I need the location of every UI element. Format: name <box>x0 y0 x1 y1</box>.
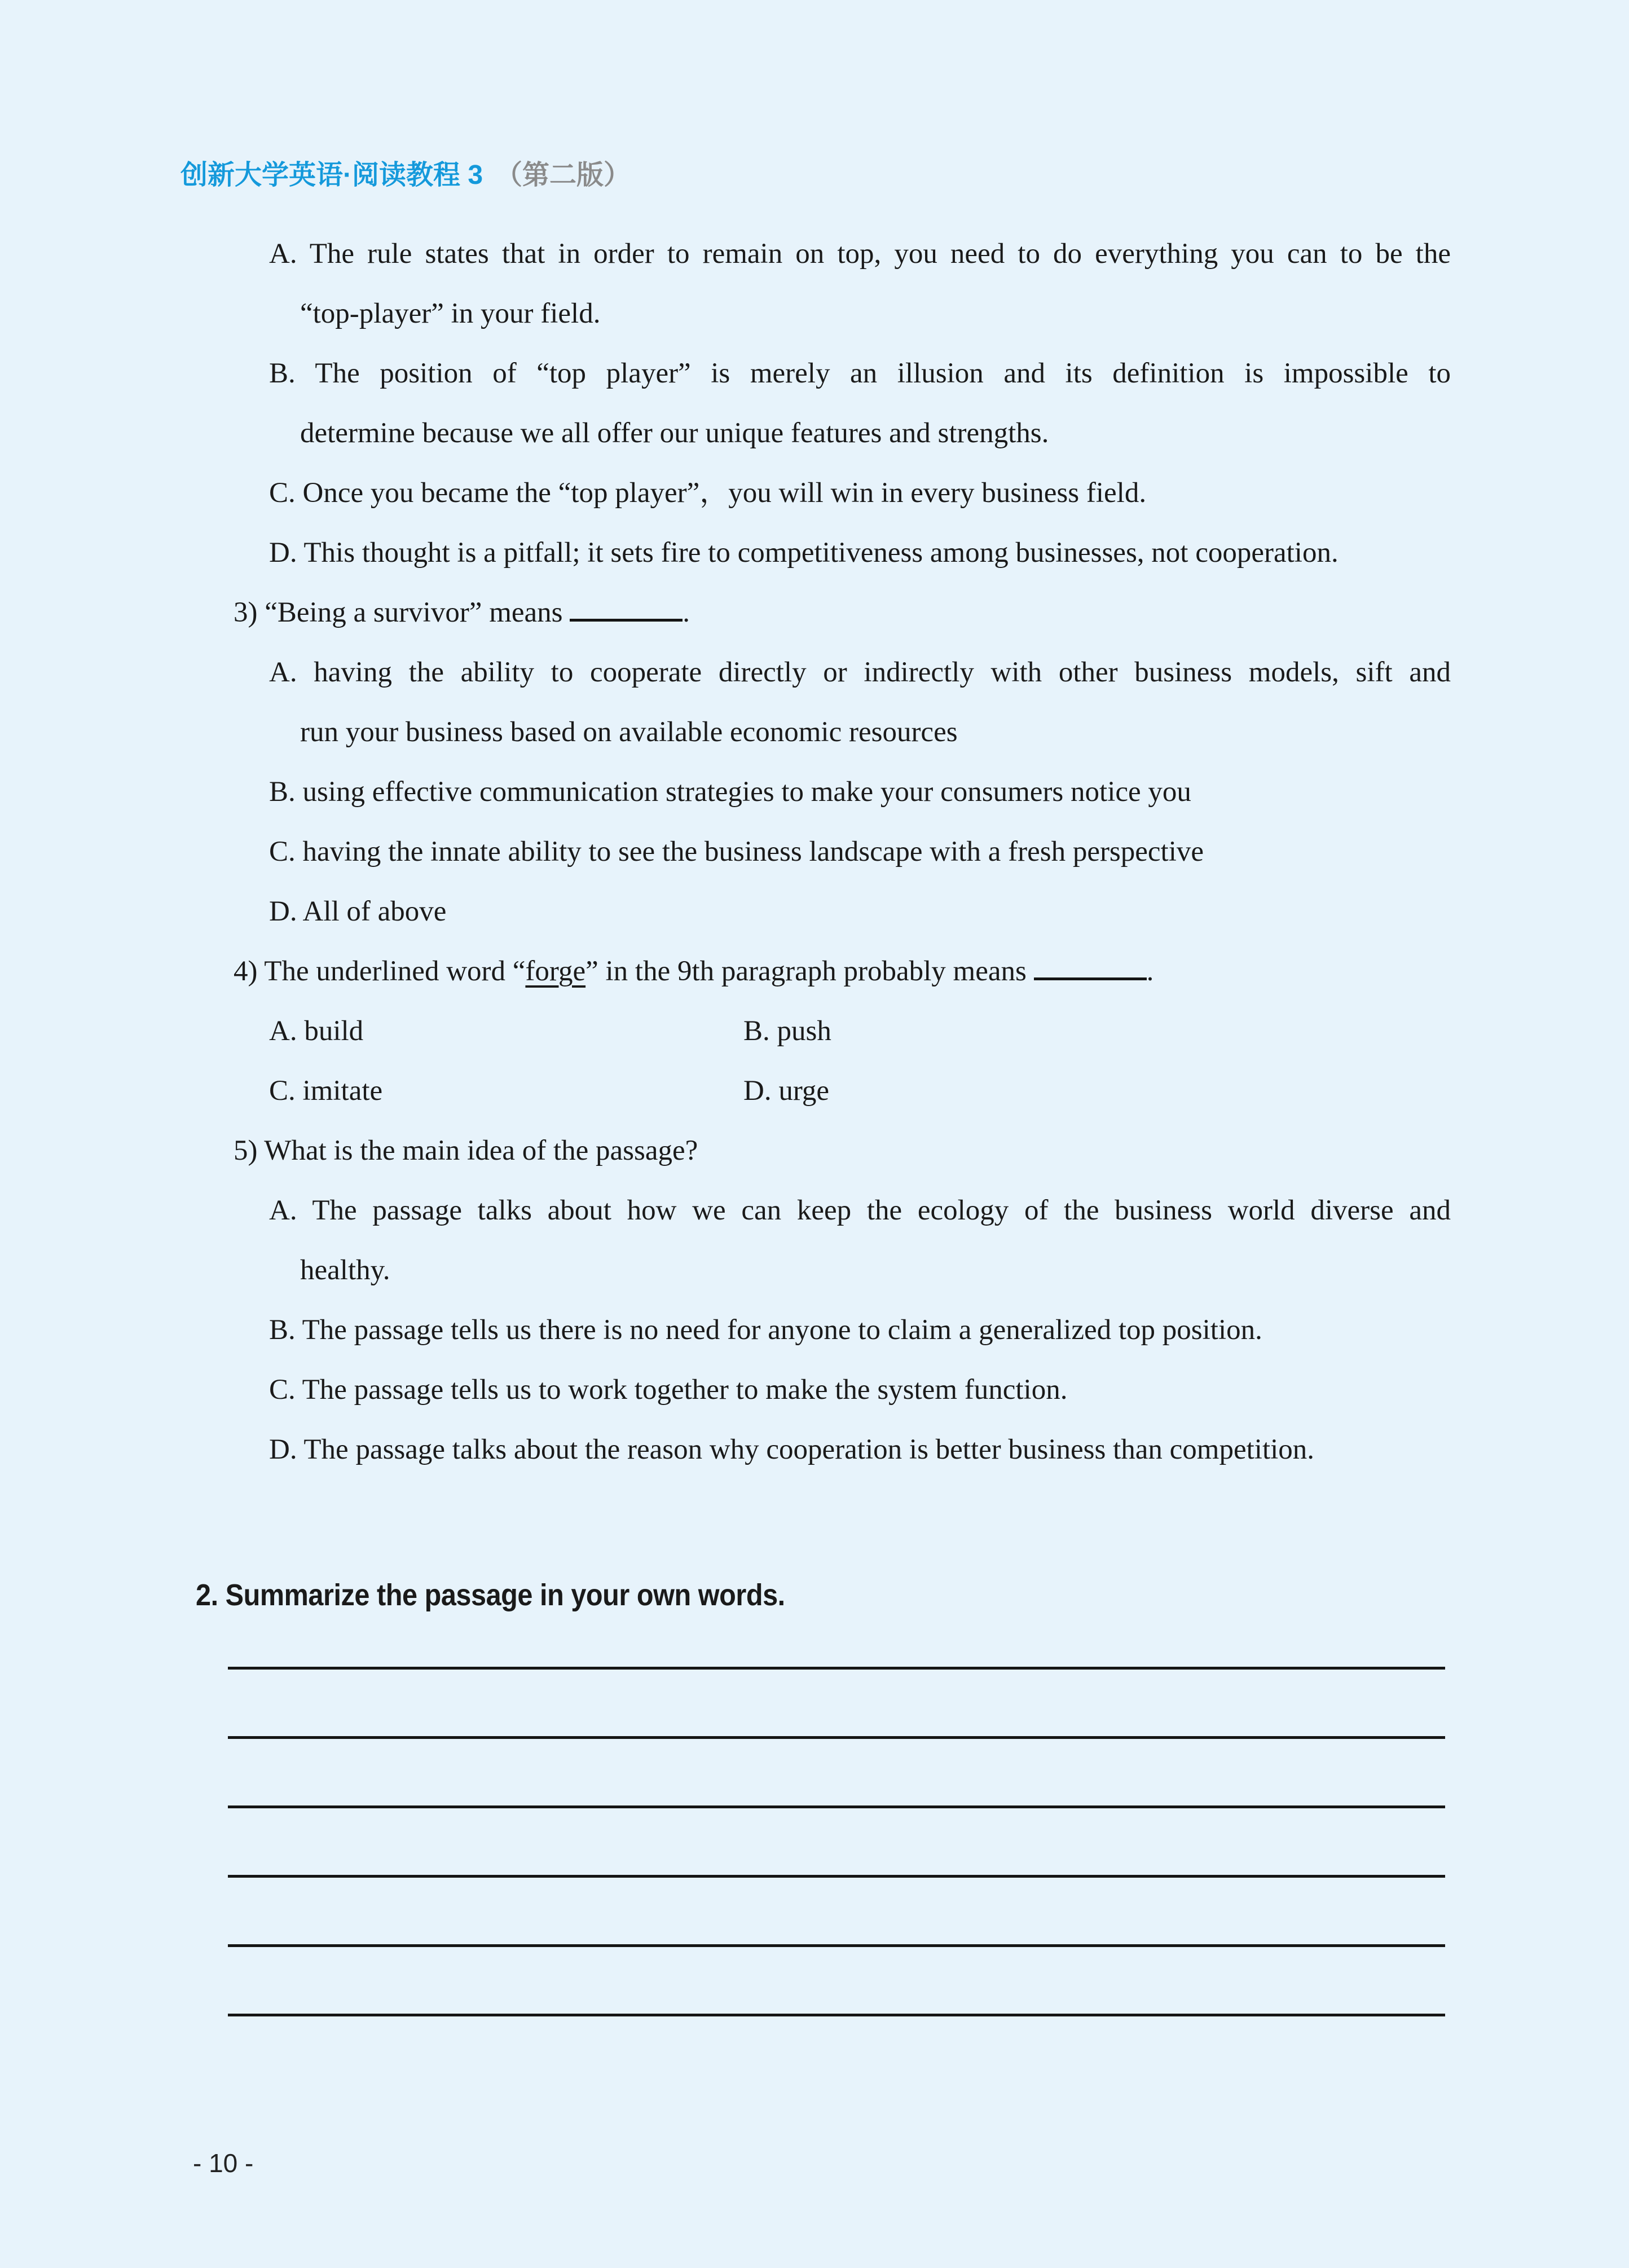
q4-option-a: A. build <box>269 1015 364 1047</box>
q3-stem-period: . <box>683 597 690 628</box>
q4-stem-period: . <box>1146 955 1154 987</box>
question-4-stem <box>0 941 1629 1001</box>
q5-option-a-line1: A. The passage talks about how we can keep the ecology of the business world diverse and <box>269 1195 1451 1226</box>
q3-option-d: D. All of above <box>269 896 447 927</box>
q3-stem-text: 3) “Being a survivor” means <box>234 597 570 628</box>
q5-option-b: B. The passage tells us there is no need for anyone to claim a generalized top position. <box>269 1314 1262 1346</box>
book-title: 创新大学英语·阅读教程 3 <box>180 160 483 190</box>
answer-line <box>228 1805 1445 1808</box>
q4-answer-blank <box>1034 971 1147 980</box>
q2-option-a-line1: A. The rule states that in order to remain on top, you need to do everything you can to be the <box>269 238 1451 270</box>
q2-option-b-line1: B. The position of “top player” is merely an illusion and its definition is impossible to <box>269 358 1451 389</box>
question-5-stem: 5) What is the main idea of the passage? <box>234 1135 698 1166</box>
answer-line <box>228 1736 1445 1739</box>
answer-line <box>228 1875 1445 1878</box>
q5-option-a-line2: healthy. <box>300 1254 390 1286</box>
q3-option-a-line2: run your business based on available economic resources <box>300 716 958 748</box>
q4-underlined-word: forge <box>525 955 586 987</box>
answer-line <box>228 1667 1445 1670</box>
q4-option-b: B. push <box>743 1015 831 1047</box>
question-3-stem <box>0 583 1629 642</box>
q4-stem-mid: ” in the 9th paragraph probably means <box>585 955 1034 987</box>
question-block <box>0 224 1629 1479</box>
q2-option-d: D. This thought is a pitfall; it sets fire to competitiveness among businesses, not cooperation. <box>269 537 1339 569</box>
q5-option-c: C. The passage tells us to work together to make the system function. <box>269 1374 1068 1406</box>
book-edition: （第二版） <box>495 160 631 190</box>
running-head <box>180 159 631 192</box>
task2-heading: 2. Summarize the passage in your own words. <box>196 1578 785 1612</box>
q3-answer-blank <box>570 612 683 622</box>
q4-options-row2 <box>0 1061 1629 1121</box>
q4-option-c: C. imitate <box>269 1075 383 1107</box>
q3-option-a-line1: A. having the ability to cooperate directly or indirectly with other business models, sift and <box>269 657 1451 688</box>
q2-option-a-line2: “top-player” in your field. <box>300 298 601 329</box>
answer-line <box>228 2014 1445 2016</box>
page-number: - 10 - <box>193 2148 254 2178</box>
q2-option-c: C. Once you became the “top player”，you will win in every business field. <box>269 477 1147 509</box>
q4-stem-prefix: 4) The underlined word “ <box>234 955 526 987</box>
q5-option-d: D. The passage talks about the reason why cooperation is better business than competition. <box>269 1434 1315 1465</box>
q2-option-b-line2: determine because we all offer our unique features and strengths. <box>300 417 1049 449</box>
q4-options-row1 <box>0 1001 1629 1061</box>
answer-line <box>228 1944 1445 1947</box>
q4-option-d: D. urge <box>743 1075 830 1107</box>
q3-option-b: B. using effective communication strategies to make your consumers notice you <box>269 776 1191 808</box>
q3-option-c: C. having the innate ability to see the business landscape with a fresh perspective <box>269 836 1204 867</box>
